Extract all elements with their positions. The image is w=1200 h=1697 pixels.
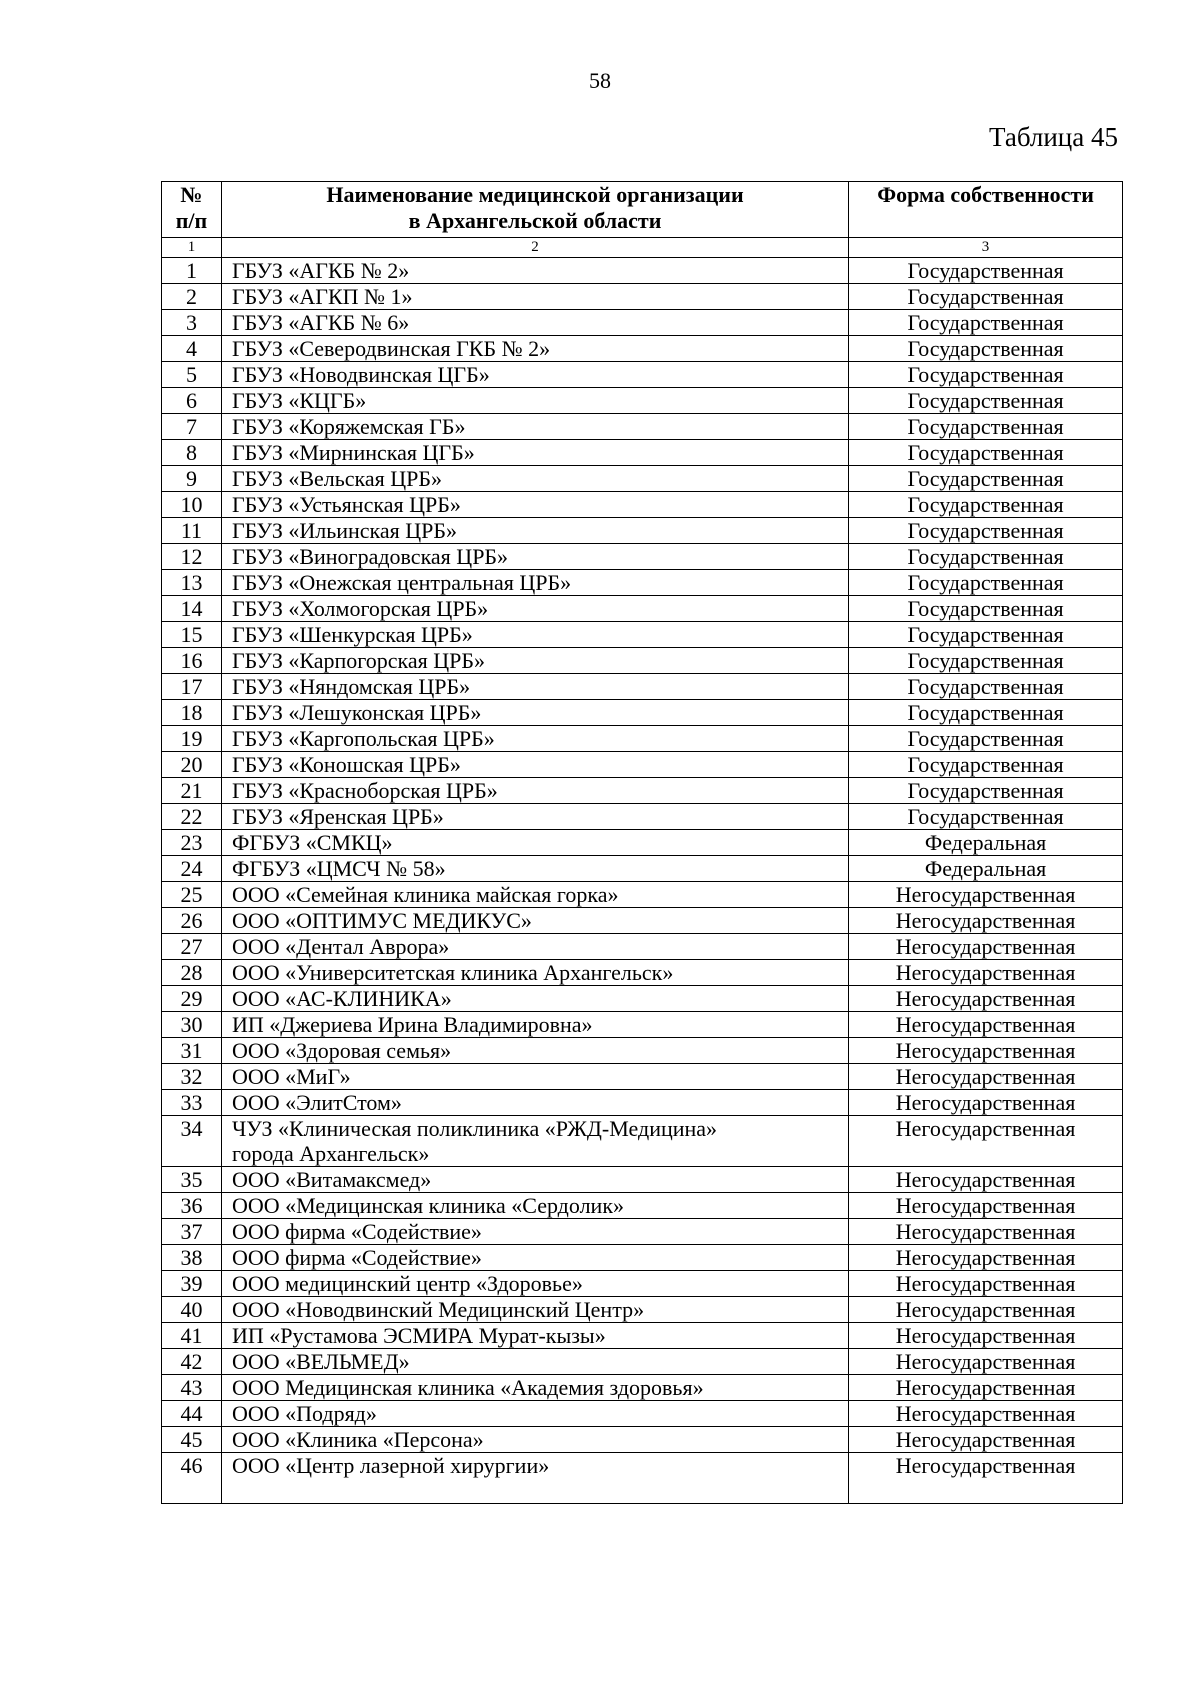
row-number: 35: [162, 1167, 222, 1193]
row-number: 44: [162, 1401, 222, 1427]
row-number: 2: [162, 284, 222, 310]
row-number: 41: [162, 1323, 222, 1349]
header-organization-name: Наименование медицинской организации в Архангельской области: [221, 182, 848, 238]
ownership-form: Негосударственная: [849, 1297, 1123, 1323]
organization-name: ООО «Подряд»: [221, 1401, 848, 1427]
table-row: [162, 1453, 1123, 1504]
organization-name: ГБУЗ «АГКБ № 2»: [221, 258, 848, 284]
table-row: [162, 1427, 1123, 1453]
organization-name: ГБУЗ «Красноборская ЦРБ»: [221, 778, 848, 804]
table-row: [162, 882, 1123, 908]
table-row: [162, 284, 1123, 310]
organization-name: ГБУЗ «Мирнинская ЦГБ»: [221, 440, 848, 466]
table-row: [162, 362, 1123, 388]
organization-name: ГБУЗ «Онежская центральная ЦРБ»: [221, 570, 848, 596]
ownership-form: Негосударственная: [849, 1401, 1123, 1427]
table-row: [162, 908, 1123, 934]
table-row: [162, 700, 1123, 726]
row-number: 39: [162, 1271, 222, 1297]
ownership-form: Негосударственная: [849, 1090, 1123, 1116]
organization-name: ООО «Медицинская клиника «Сердолик»: [221, 1193, 848, 1219]
row-number: 3: [162, 310, 222, 336]
organization-name: ГБУЗ «Северодвинская ГКБ № 2»: [221, 336, 848, 362]
column-number: 2: [221, 238, 848, 258]
column-number: 1: [162, 238, 222, 258]
organization-name: ГБУЗ «Шенкурская ЦРБ»: [221, 622, 848, 648]
table-row: [162, 466, 1123, 492]
table-row: [162, 960, 1123, 986]
ownership-form: Государственная: [849, 310, 1123, 336]
table-row: [162, 1245, 1123, 1271]
ownership-form: Негосударственная: [849, 986, 1123, 1012]
organization-name: ГБУЗ «Лешуконская ЦРБ»: [221, 700, 848, 726]
row-number: 31: [162, 1038, 222, 1064]
row-number: 37: [162, 1219, 222, 1245]
organization-name: ООО «ВЕЛЬМЕД»: [221, 1349, 848, 1375]
row-number: 30: [162, 1012, 222, 1038]
ownership-form: Негосударственная: [849, 1375, 1123, 1401]
table-row: [162, 336, 1123, 362]
organization-name: ГБУЗ «КЦГБ»: [221, 388, 848, 414]
table-row: [162, 986, 1123, 1012]
ownership-form: Государственная: [849, 466, 1123, 492]
organization-name: ООО медицинский центр «Здоровье»: [221, 1271, 848, 1297]
organization-name: ООО фирма «Содействие»: [221, 1219, 848, 1245]
organization-name: ГБУЗ «Виноградовская ЦРБ»: [221, 544, 848, 570]
table-row: [162, 1038, 1123, 1064]
organization-name: ГБУЗ «Вельская ЦРБ»: [221, 466, 848, 492]
row-number: 34: [162, 1116, 222, 1167]
table-row: [162, 778, 1123, 804]
table-row: [162, 1401, 1123, 1427]
row-number: 13: [162, 570, 222, 596]
ownership-form: Государственная: [849, 336, 1123, 362]
table-row: [162, 596, 1123, 622]
table-row: [162, 1012, 1123, 1038]
organization-name: ООО «Университетская клиника Архангельск»: [221, 960, 848, 986]
row-number: 28: [162, 960, 222, 986]
table-row: [162, 1193, 1123, 1219]
row-number: 6: [162, 388, 222, 414]
ownership-form: Негосударственная: [849, 960, 1123, 986]
ownership-form: Негосударственная: [849, 1349, 1123, 1375]
organization-name: ЧУЗ «Клиническая поликлиника «РЖД-Медицина» города Архангельск»: [221, 1116, 848, 1167]
ownership-form: Государственная: [849, 518, 1123, 544]
ownership-form: Государственная: [849, 622, 1123, 648]
table-row: [162, 1219, 1123, 1245]
table-row: [162, 1349, 1123, 1375]
ownership-form: Государственная: [849, 414, 1123, 440]
organization-name: ООО «Клиника «Персона»: [221, 1427, 848, 1453]
ownership-form: Государственная: [849, 778, 1123, 804]
ownership-form: Негосударственная: [849, 1167, 1123, 1193]
ownership-form: Негосударственная: [849, 1064, 1123, 1090]
row-number: 1: [162, 258, 222, 284]
organization-name: ООО «Здоровая семья»: [221, 1038, 848, 1064]
ownership-form: Негосударственная: [849, 908, 1123, 934]
table-row: [162, 544, 1123, 570]
row-number: 8: [162, 440, 222, 466]
table-row: [162, 1090, 1123, 1116]
table-row: [162, 752, 1123, 778]
table-row: [162, 388, 1123, 414]
table-header-row: [162, 182, 1123, 238]
row-number: 17: [162, 674, 222, 700]
row-number: 19: [162, 726, 222, 752]
organization-name: ООО «ОПТИМУС МЕДИКУС»: [221, 908, 848, 934]
table-row: [162, 674, 1123, 700]
organization-name: ГБУЗ «АГКП № 1»: [221, 284, 848, 310]
organization-name: ООО «МиГ»: [221, 1064, 848, 1090]
organization-name: ГБУЗ «Ильинская ЦРБ»: [221, 518, 848, 544]
row-number: 16: [162, 648, 222, 674]
table-row: [162, 570, 1123, 596]
organization-name: ГБУЗ «Устьянская ЦРБ»: [221, 492, 848, 518]
table-row: [162, 1116, 1123, 1167]
organization-name: ООО «Дентал Аврора»: [221, 934, 848, 960]
ownership-form: Государственная: [849, 388, 1123, 414]
ownership-form: Негосударственная: [849, 1038, 1123, 1064]
ownership-form: Государственная: [849, 752, 1123, 778]
row-number: 15: [162, 622, 222, 648]
table-row: [162, 518, 1123, 544]
row-number: 33: [162, 1090, 222, 1116]
column-number-row: [162, 238, 1123, 258]
table-row: [162, 1375, 1123, 1401]
organization-name: ИП «Рустамова ЭСМИРА Мурат-кызы»: [221, 1323, 848, 1349]
row-number: 22: [162, 804, 222, 830]
table-row: [162, 648, 1123, 674]
ownership-form: Негосударственная: [849, 1219, 1123, 1245]
table-row: [162, 258, 1123, 284]
table-row: [162, 492, 1123, 518]
ownership-form: Негосударственная: [849, 1453, 1123, 1504]
table-row: [162, 414, 1123, 440]
column-number: 3: [849, 238, 1123, 258]
ownership-form: Государственная: [849, 440, 1123, 466]
row-number: 14: [162, 596, 222, 622]
row-number: 12: [162, 544, 222, 570]
table-row: [162, 830, 1123, 856]
organization-name: ГБУЗ «АГКБ № 6»: [221, 310, 848, 336]
organization-name: ООО фирма «Содействие»: [221, 1245, 848, 1271]
table-row: [162, 1323, 1123, 1349]
organization-name: ООО «Семейная клиника майская горка»: [221, 882, 848, 908]
table-row: [162, 1271, 1123, 1297]
row-number: 5: [162, 362, 222, 388]
ownership-form: Негосударственная: [849, 1271, 1123, 1297]
row-number: 11: [162, 518, 222, 544]
row-number: 42: [162, 1349, 222, 1375]
organization-name: ООО «Витамаксмед»: [221, 1167, 848, 1193]
row-number: 20: [162, 752, 222, 778]
organization-name: ФГБУЗ «СМКЦ»: [221, 830, 848, 856]
page-number: 58: [589, 68, 611, 93]
ownership-form: Негосударственная: [849, 1012, 1123, 1038]
row-number: 32: [162, 1064, 222, 1090]
ownership-form: Государственная: [849, 726, 1123, 752]
header-number: № п/п: [162, 182, 222, 238]
row-number: 38: [162, 1245, 222, 1271]
table-row: [162, 1064, 1123, 1090]
table-row: [162, 310, 1123, 336]
ownership-form: Негосударственная: [849, 1193, 1123, 1219]
organization-name: ГБУЗ «Коношская ЦРБ»: [221, 752, 848, 778]
organization-name: ГБУЗ «Карпогорская ЦРБ»: [221, 648, 848, 674]
table-row: [162, 1167, 1123, 1193]
table-row: [162, 856, 1123, 882]
ownership-form: Государственная: [849, 596, 1123, 622]
organization-name: ООО «Центр лазерной хирургии»: [221, 1453, 848, 1504]
row-number: 27: [162, 934, 222, 960]
organization-name: ГБУЗ «Няндомская ЦРБ»: [221, 674, 848, 700]
table-caption: Таблица 45: [989, 122, 1118, 152]
row-number: 29: [162, 986, 222, 1012]
table-row: [162, 726, 1123, 752]
organizations-table: [161, 181, 1123, 1504]
organization-name: ГБУЗ «Холмогорская ЦРБ»: [221, 596, 848, 622]
organization-name: ИП «Джериева Ирина Владимировна»: [221, 1012, 848, 1038]
organization-name: ООО «Новодвинский Медицинский Центр»: [221, 1297, 848, 1323]
ownership-form: Государственная: [849, 544, 1123, 570]
ownership-form: Негосударственная: [849, 1323, 1123, 1349]
row-number: 26: [162, 908, 222, 934]
ownership-form: Негосударственная: [849, 1116, 1123, 1167]
ownership-form: Негосударственная: [849, 1245, 1123, 1271]
row-number: 46: [162, 1453, 222, 1504]
header-ownership: Форма собственности: [849, 182, 1123, 238]
row-number: 23: [162, 830, 222, 856]
row-number: 43: [162, 1375, 222, 1401]
ownership-form: Государственная: [849, 492, 1123, 518]
organization-name: ООО «АС-КЛИНИКА»: [221, 986, 848, 1012]
table-row: [162, 440, 1123, 466]
ownership-form: Государственная: [849, 700, 1123, 726]
table-row: [162, 622, 1123, 648]
ownership-form: Федеральная: [849, 856, 1123, 882]
ownership-form: Государственная: [849, 362, 1123, 388]
ownership-form: Государственная: [849, 284, 1123, 310]
ownership-form: Государственная: [849, 570, 1123, 596]
row-number: 45: [162, 1427, 222, 1453]
row-number: 10: [162, 492, 222, 518]
row-number: 36: [162, 1193, 222, 1219]
row-number: 25: [162, 882, 222, 908]
row-number: 21: [162, 778, 222, 804]
organization-name: ГБУЗ «Яренская ЦРБ»: [221, 804, 848, 830]
row-number: 7: [162, 414, 222, 440]
row-number: 4: [162, 336, 222, 362]
table-row: [162, 934, 1123, 960]
table-row: [162, 1297, 1123, 1323]
ownership-form: Негосударственная: [849, 934, 1123, 960]
organization-name: ООО «ЭлитСтом»: [221, 1090, 848, 1116]
row-number: 40: [162, 1297, 222, 1323]
ownership-form: Государственная: [849, 804, 1123, 830]
organization-name: ФГБУЗ «ЦМСЧ № 58»: [221, 856, 848, 882]
ownership-form: Государственная: [849, 648, 1123, 674]
row-number: 18: [162, 700, 222, 726]
organization-name: ООО Медицинская клиника «Академия здоровья»: [221, 1375, 848, 1401]
organization-name: ГБУЗ «Коряжемская ГБ»: [221, 414, 848, 440]
ownership-form: Негосударственная: [849, 882, 1123, 908]
ownership-form: Государственная: [849, 674, 1123, 700]
ownership-form: Федеральная: [849, 830, 1123, 856]
table-row: [162, 804, 1123, 830]
ownership-form: Государственная: [849, 258, 1123, 284]
organization-name: ГБУЗ «Каргопольская ЦРБ»: [221, 726, 848, 752]
row-number: 24: [162, 856, 222, 882]
row-number: 9: [162, 466, 222, 492]
ownership-form: Негосударственная: [849, 1427, 1123, 1453]
organization-name: ГБУЗ «Новодвинская ЦГБ»: [221, 362, 848, 388]
